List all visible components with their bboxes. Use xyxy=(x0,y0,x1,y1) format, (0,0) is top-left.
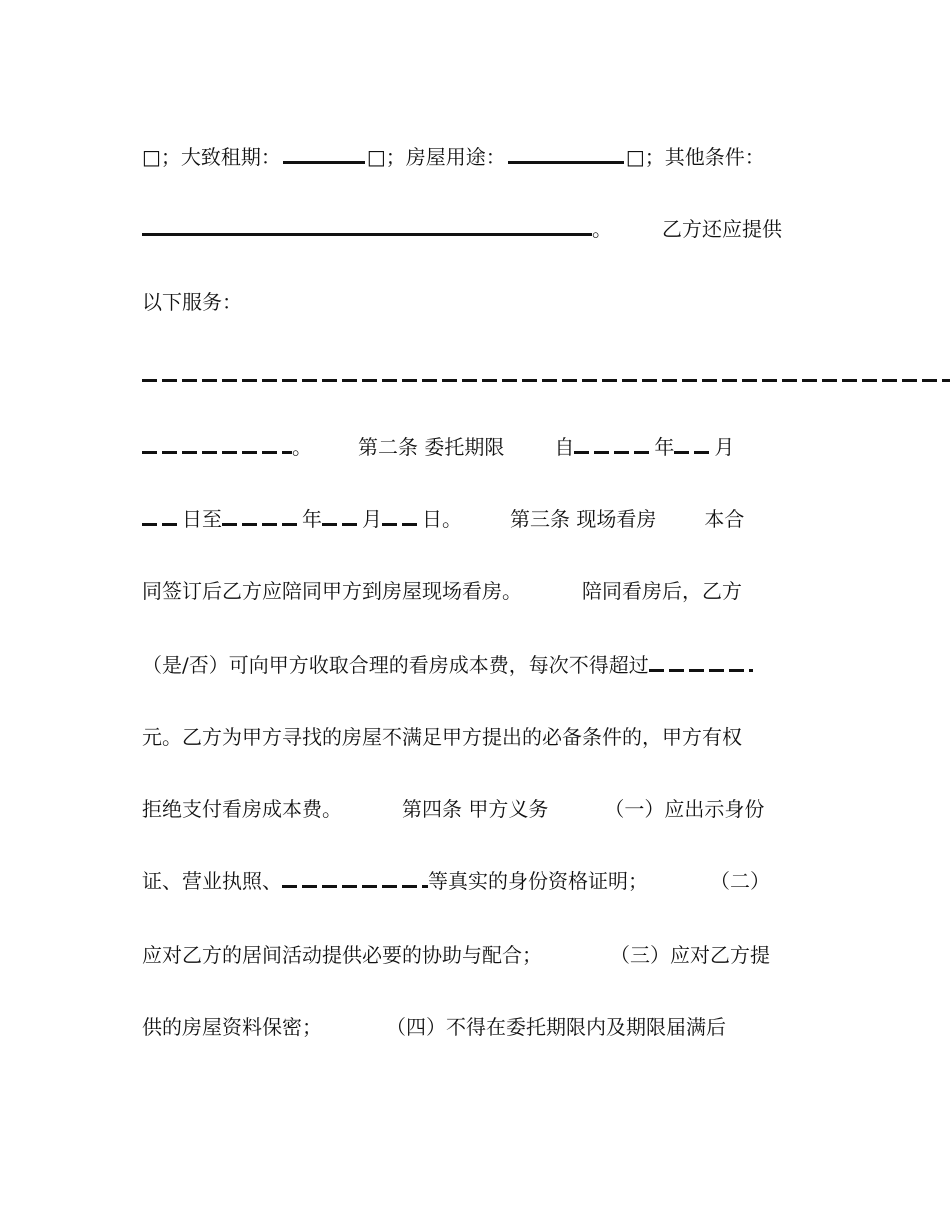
blank-field-start-month xyxy=(674,436,714,454)
text-segment: 拒绝支付看房成本费。 xyxy=(142,797,342,821)
text-segment: □；大致租期： xyxy=(142,145,281,169)
text-segment: 年 xyxy=(654,435,675,459)
text-line xyxy=(142,142,765,172)
text-segment: 。 xyxy=(292,435,312,459)
text-line xyxy=(142,360,950,390)
text-segment: □；其他条件： xyxy=(625,145,765,169)
text-line xyxy=(142,504,744,534)
blank-field-house-use xyxy=(508,143,624,164)
text-segment: （是/否）可向甲方收取合理的看房成本费，每次不得超过 xyxy=(142,653,649,677)
text-line xyxy=(142,650,753,680)
text-segment: 应对乙方的居间活动提供必要的协助与配合； xyxy=(142,943,542,967)
clause-heading: 第二条 委托期限 xyxy=(358,435,505,459)
blank-field-other-conditions xyxy=(142,215,592,236)
blank-field-end-month xyxy=(322,508,362,526)
text-line xyxy=(142,1012,726,1042)
text-line xyxy=(142,287,242,317)
text-segment: 年 xyxy=(302,507,322,531)
text-line xyxy=(142,576,742,606)
text-line xyxy=(142,794,764,824)
text-segment: （二） xyxy=(710,869,770,893)
text-segment: 日至 xyxy=(182,507,222,531)
text-line xyxy=(142,722,742,752)
blank-field-lease-term xyxy=(283,143,365,164)
text-segment: 元。乙方为甲方寻找的房屋不满足甲方提出的必备条件的，甲方有权 xyxy=(142,725,742,749)
text-segment: 以下服务： xyxy=(142,290,242,314)
text-line xyxy=(142,866,770,896)
text-segment: （四）不得在委托期限内及期限届满后 xyxy=(386,1015,726,1039)
blank-field-services xyxy=(142,364,950,382)
clause-heading: 第四条 甲方义务 xyxy=(402,797,549,821)
blank-field-viewing-fee xyxy=(649,654,753,672)
text-segment: 陪同看房后，乙方 xyxy=(582,579,742,603)
text-segment: （一）应出示身份 xyxy=(604,797,765,821)
blank-field-start-year xyxy=(574,436,654,454)
text-segment: 证、营业执照、 xyxy=(142,869,282,893)
text-segment: 月 xyxy=(362,507,382,531)
blank-field-end-year xyxy=(222,508,302,526)
text-segment: 自 xyxy=(554,435,575,459)
blank-field-start-day xyxy=(142,508,182,526)
text-segment: □；房屋用途： xyxy=(366,145,506,169)
text-line xyxy=(142,432,734,462)
text-line xyxy=(142,214,782,244)
text-segment: （三）应对乙方提 xyxy=(610,943,770,967)
text-segment: 本合 xyxy=(704,507,745,531)
blank-field-services-cont xyxy=(142,436,292,454)
text-segment: 月 xyxy=(714,435,735,459)
clause-heading: 第三条 现场看房 xyxy=(510,507,657,531)
text-segment: 同签订后乙方应陪同甲方到房屋现场看房。 xyxy=(142,579,522,603)
blank-field-id-documents xyxy=(282,870,428,888)
blank-field-end-day xyxy=(382,508,422,526)
text-segment: 供的房屋资料保密； xyxy=(142,1015,322,1039)
text-segment: 。 xyxy=(592,217,612,241)
text-segment: 等真实的身份资格证明； xyxy=(428,869,648,893)
text-segment: 日。 xyxy=(422,507,462,531)
text-line xyxy=(142,940,770,970)
text-segment: 乙方还应提供 xyxy=(662,217,782,241)
